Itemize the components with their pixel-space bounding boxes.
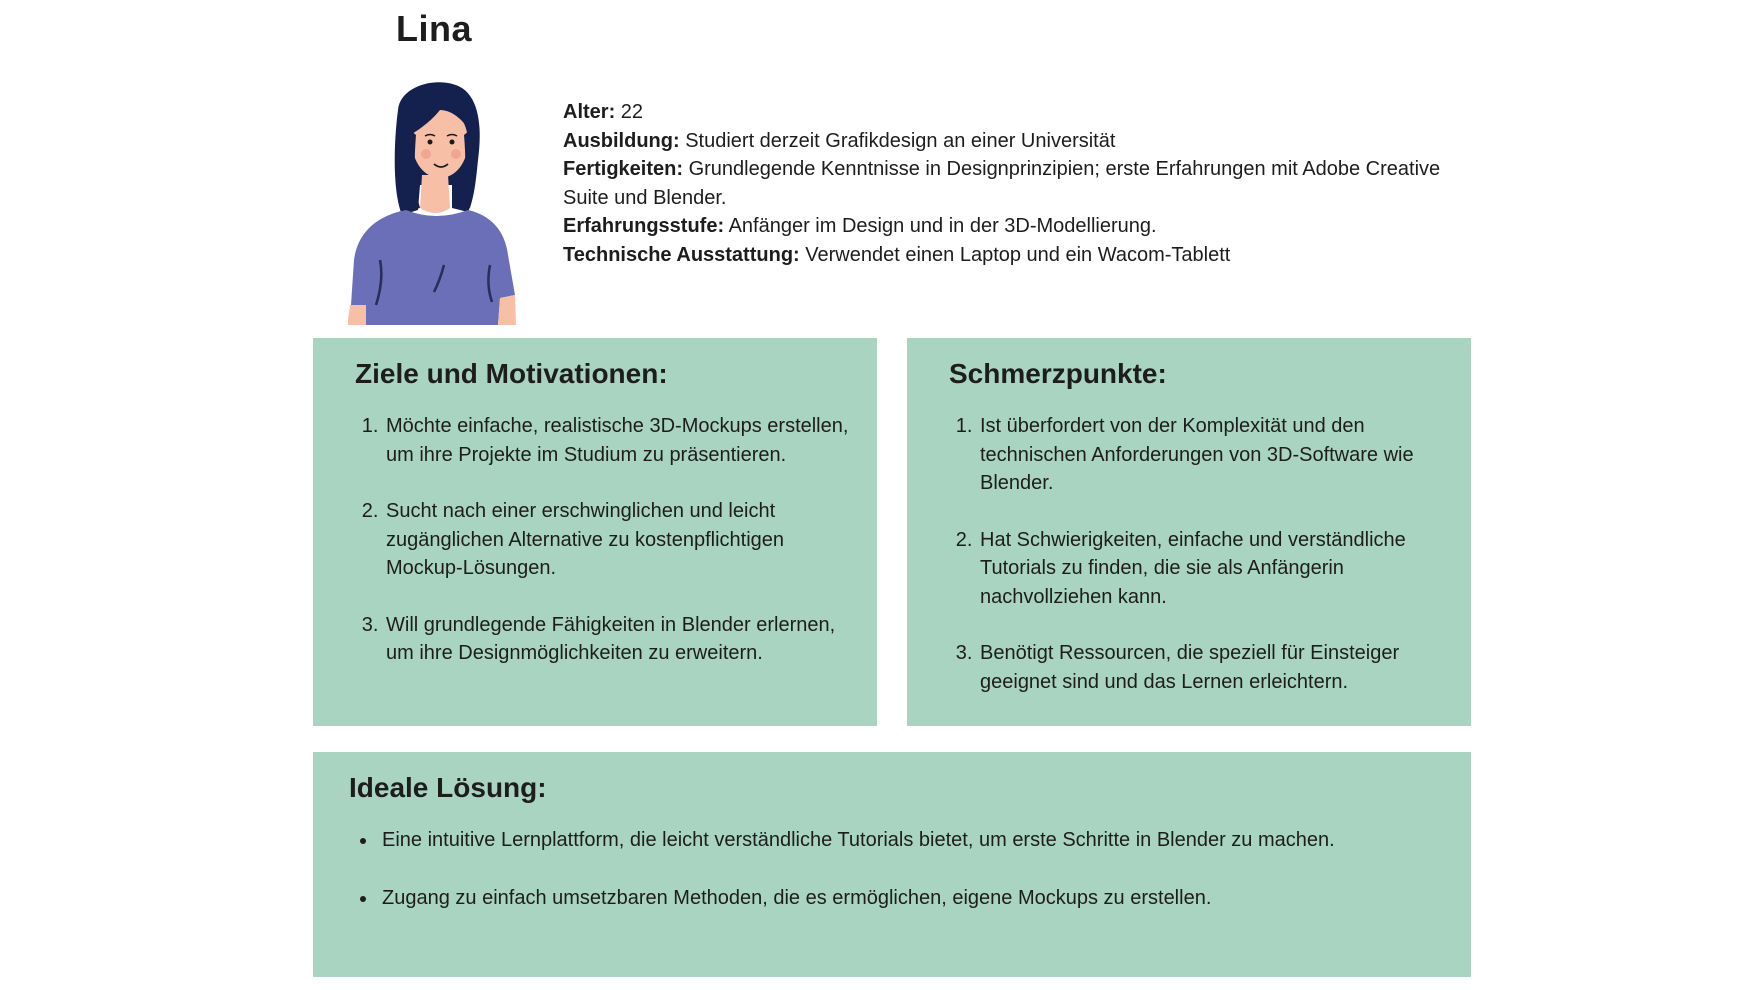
persona-profile	[563, 98, 1443, 269]
ideal-solution-card	[313, 752, 1471, 977]
profile-skills: Fertigkeiten: Grundlegende Kenntnisse in Designprinzipien; erste Erfahrungen mit Adobe Creative Suite und Blender.	[563, 158, 1441, 209]
list-item: 2. Sucht nach einer erschwinglichen und leicht zugänglichen Alternative zu kostenpflichtigen Mockup-Lösungen.	[384, 497, 857, 583]
list-item: 1. Möchte einfache, realistische 3D-Mockups erstellen, um ihre Projekte im Studium zu präsentieren.	[384, 412, 857, 469]
profile-age: Alter: 22	[563, 101, 644, 123]
pain-points-list	[949, 412, 1451, 696]
list-item: 3. Benötigt Ressourcen, die speziell für Einsteiger geeignet sind und das Lernen erleichtern.	[978, 639, 1451, 696]
profile-equipment: Technische Ausstattung: Verwendet einen Laptop und ein Wacom-Tablett	[563, 243, 1231, 266]
goals-card	[313, 338, 877, 726]
profile-education: Ausbildung: Studiert derzeit Grafikdesign an einer Universität	[563, 129, 1116, 152]
pain-points-title: Schmerzpunkte:	[949, 358, 1167, 389]
list-item: • Zugang zu einfach umsetzbaren Methoden, die es ermöglichen, eigene Mockups zu erstellen.	[378, 884, 1451, 913]
list-item: 2. Hat Schwierigkeiten, einfache und verständliche Tutorials zu finden, die sie als Anfängerin nachvollziehen kann.	[978, 526, 1451, 612]
goals-title: Ziele und Motivationen:	[355, 358, 668, 389]
pain-points-card	[907, 338, 1471, 726]
ideal-solution-list	[349, 826, 1451, 912]
profile-experience: Erfahrungsstufe: Anfänger im Design und in der 3D-Modellierung.	[563, 215, 1157, 237]
ideal-solution-title: Ideale Lösung:	[349, 772, 547, 803]
list-item: 1. Ist überfordert von der Komplexität und den technischen Anforderungen von 3D-Software wie Blender.	[978, 412, 1451, 498]
persona-name: Lina	[396, 8, 473, 49]
goals-list	[355, 412, 857, 668]
list-item: 3. Will grundlegende Fähigkeiten in Blender erlernen, um ihre Designmöglichkeiten zu erweitern.	[384, 611, 857, 668]
woman-avatar-icon	[340, 80, 540, 325]
list-item: • Eine intuitive Lernplattform, die leicht verständliche Tutorials bietet, um erste Schritte in Blender zu machen.	[378, 826, 1451, 855]
